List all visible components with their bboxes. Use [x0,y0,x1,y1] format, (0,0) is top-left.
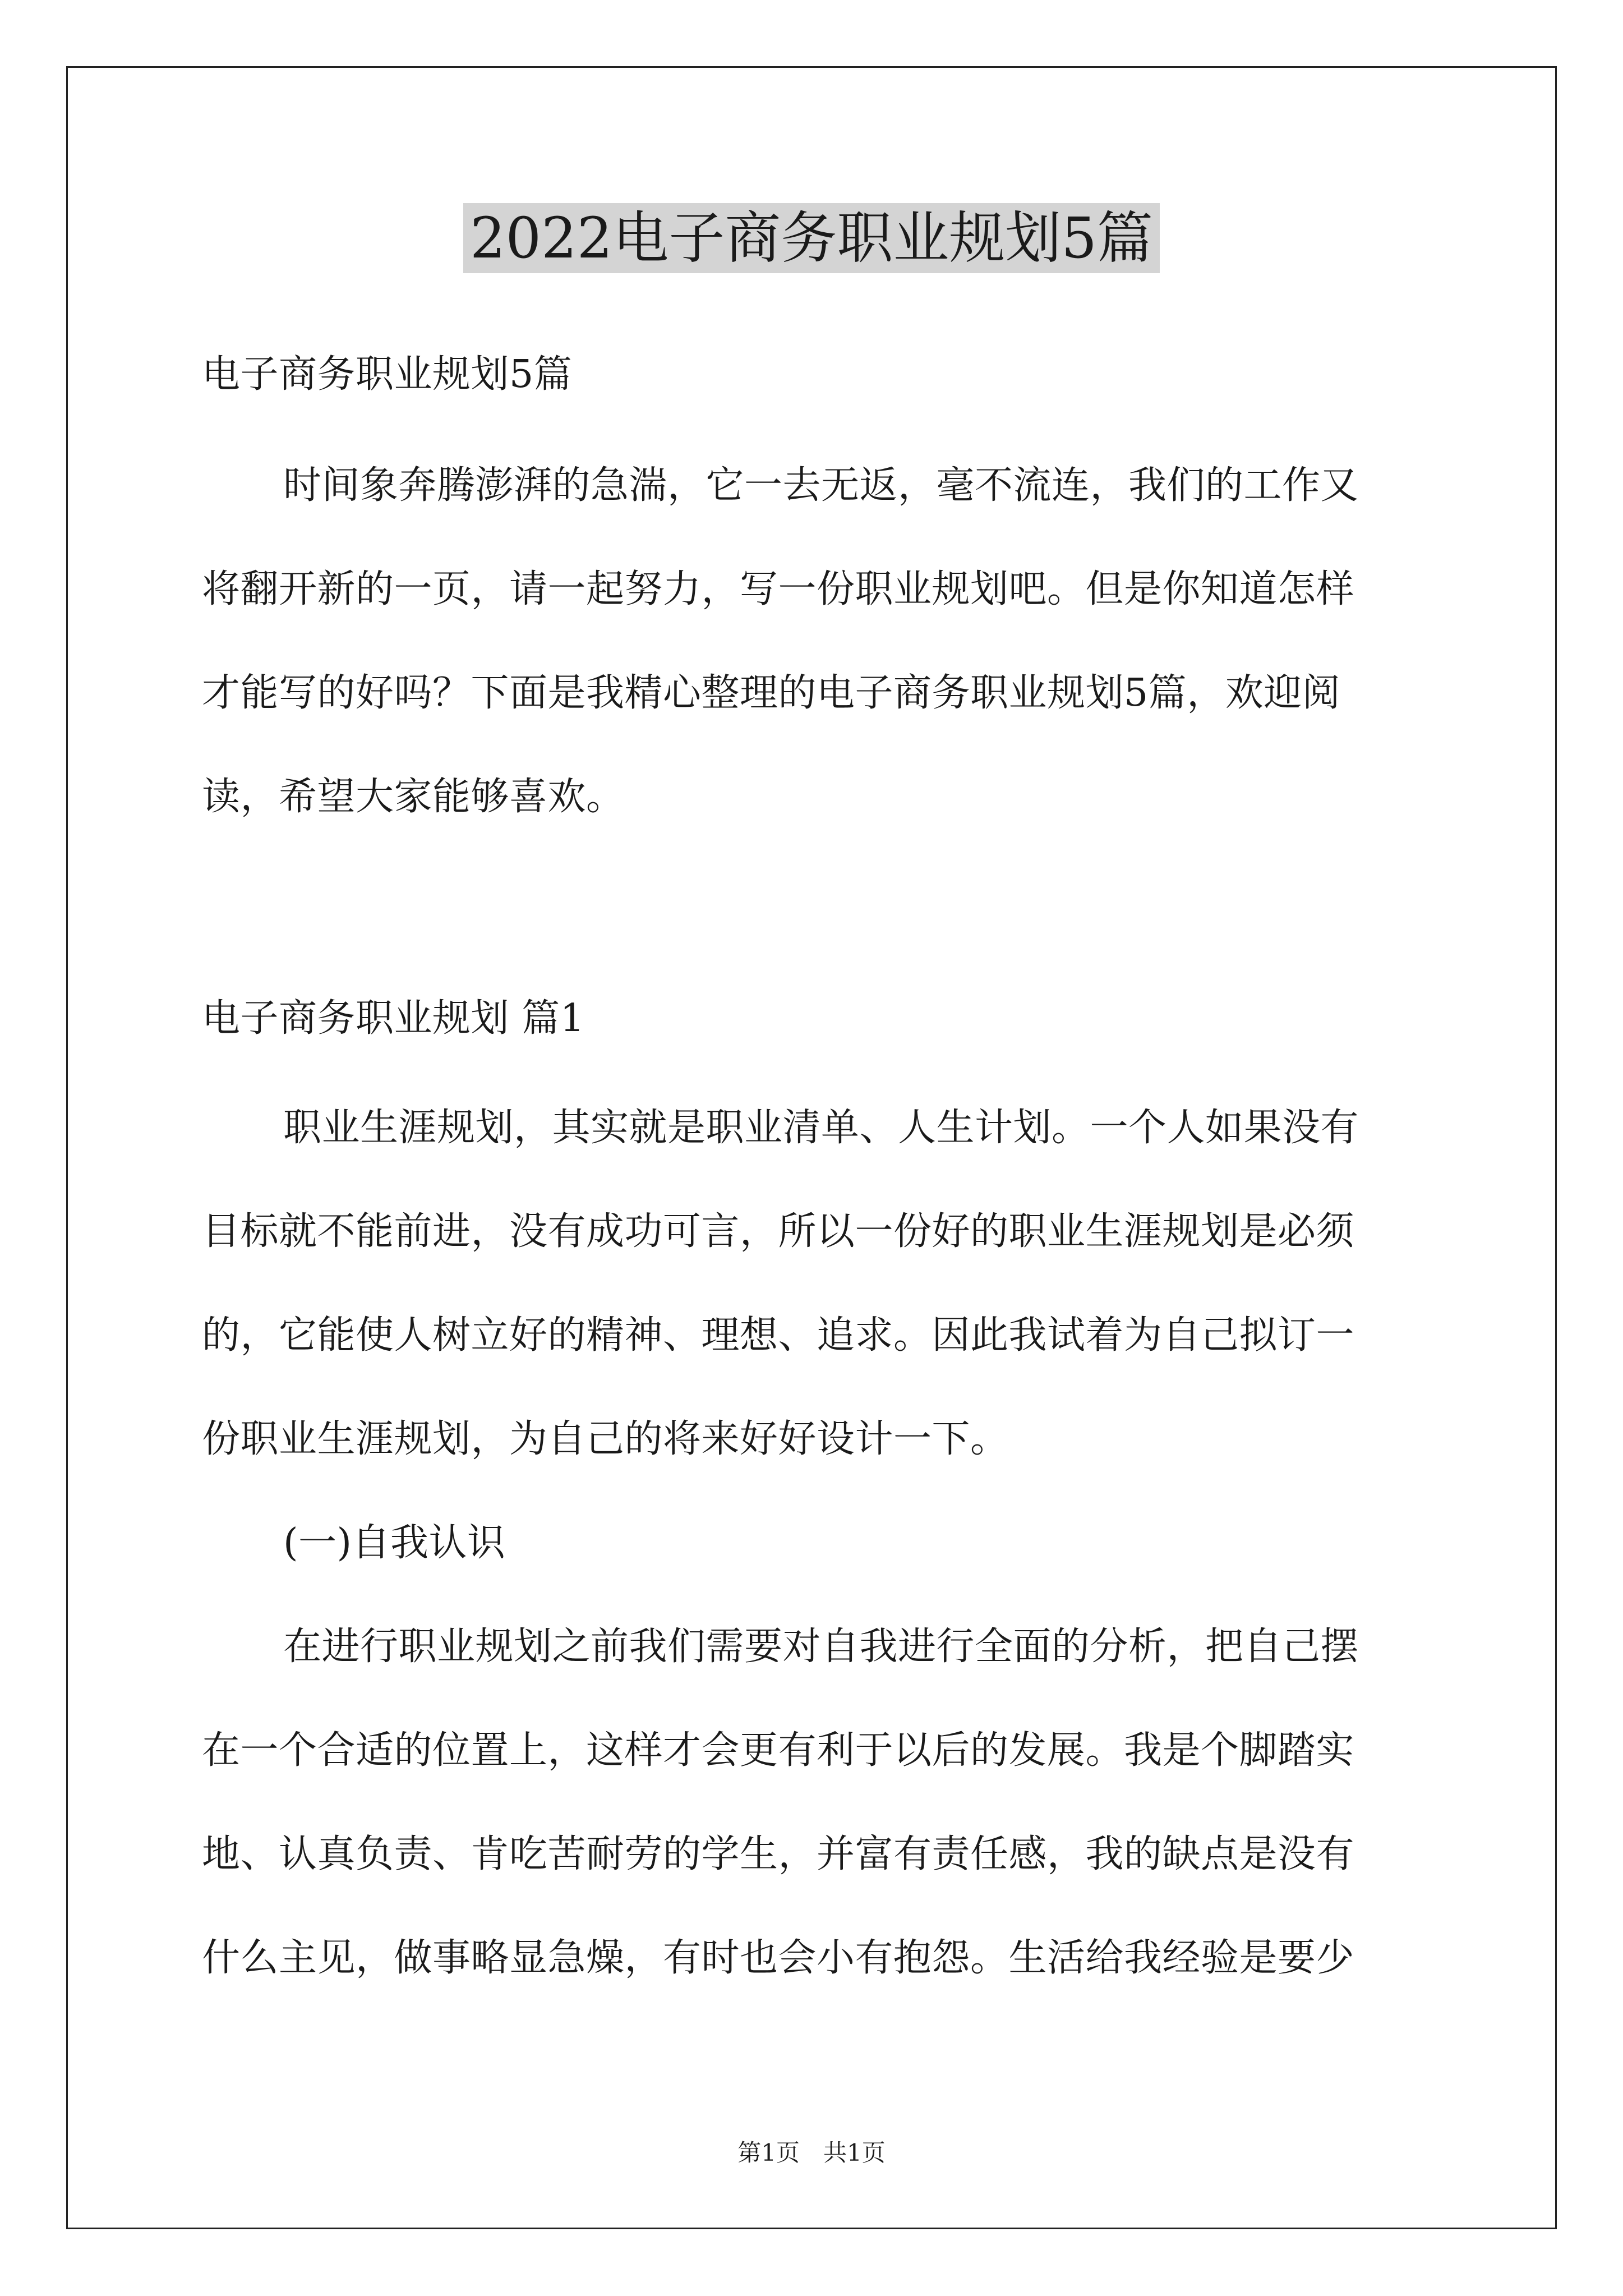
document-title-text: 2022电子商务职业规划5篇 [463,203,1160,273]
section1-para1-line-3: 的，它能使人树立好的精神、理想、追求。因此我试着为自己拟订一 [202,1313,1355,1358]
document-title [0,199,1623,278]
intro-line-1: 时间象奔腾澎湃的急湍，它一去无返，毫不流连，我们的工作又 [283,463,1359,508]
section1-para2-line-2: 在一个合适的位置上，这样才会更有利于以后的发展。我是个脚踏实 [202,1728,1355,1773]
page-footer: 第1页 共1页 [737,2139,886,2166]
section1-para1-line-1: 职业生涯规划，其实就是职业清单、人生计划。一个人如果没有 [283,1106,1359,1150]
section1-para1-line-4: 份职业生涯规划，为自己的将来好好设计一下。 [202,1417,1009,1461]
intro-line-4: 读，希望大家能够喜欢。 [202,775,625,819]
subheading-self-awareness: (一)自我认识 [283,1521,506,1565]
section1-para1-line-2: 目标就不能前进，没有成功可言，所以一份好的职业生涯规划是必须 [202,1209,1355,1254]
section1-para2-line-1: 在进行职业规划之前我们需要对自我进行全面的分析，把自己摆 [283,1625,1359,1669]
intro-line-2: 将翻开新的一页，请一起努力，写一份职业规划吧。但是你知道怎样 [202,567,1355,611]
section1-para2-line-4: 什么主见，做事略显急燥，有时也会小有抱怨。生活给我经验是要少 [202,1936,1355,1980]
section-heading-1: 电子商务职业规划 篇1 [202,996,585,1041]
section1-para2-line-3: 地、认真负责、肯吃苦耐劳的学生，并富有责任感，我的缺点是没有 [202,1832,1355,1876]
document-subtitle: 电子商务职业规划5篇 [202,352,573,397]
intro-line-3: 才能写的好吗？下面是我精心整理的电子商务职业规划5篇，欢迎阅 [202,671,1341,715]
